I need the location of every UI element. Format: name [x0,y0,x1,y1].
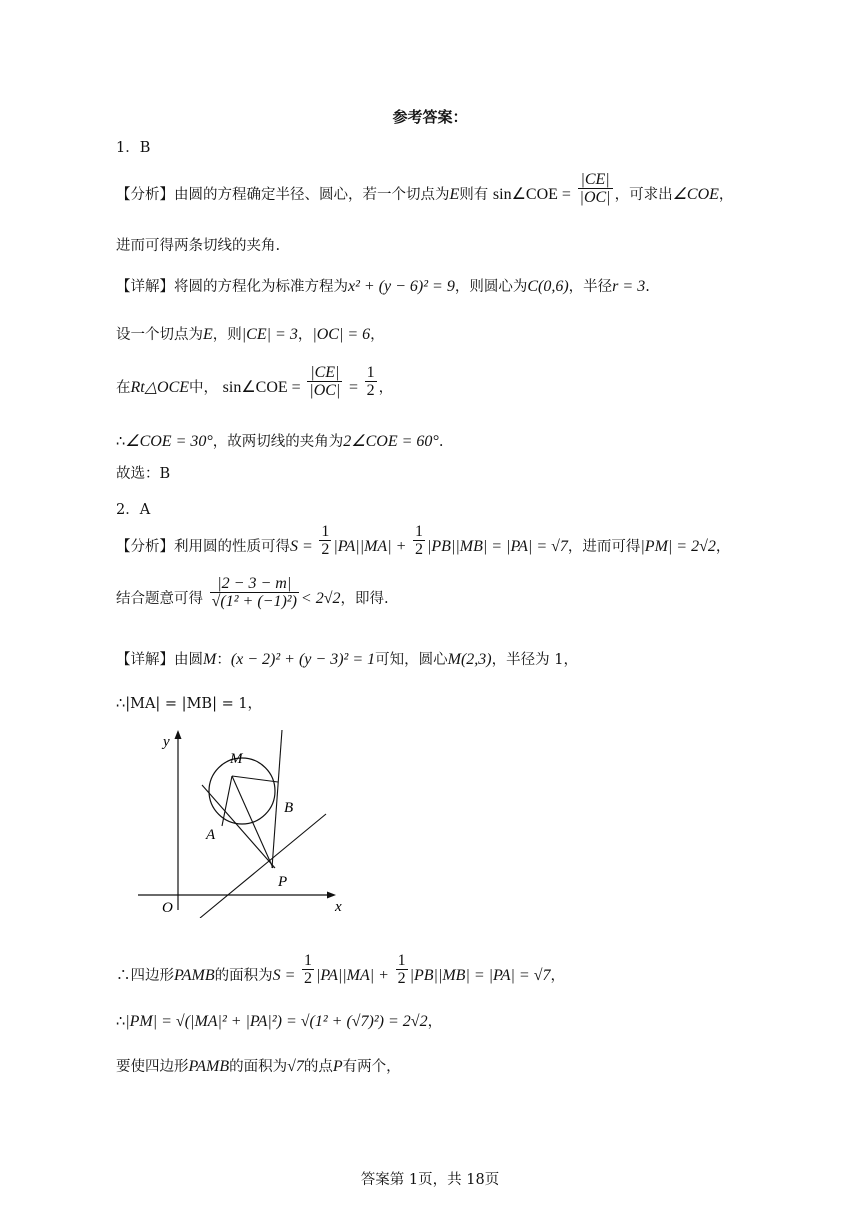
text: ， [715,539,731,555]
q1-analysis-text: 由圆的方程确定半径、圆心，若一个切点为 [174,187,450,203]
q1-analysis-text4: ， [718,187,734,203]
pa-ma: |PA||MA| + [316,967,389,984]
text: ， [297,327,313,343]
frac-numerator: 1 [366,363,375,381]
half-fraction [413,523,425,558]
segment-ma [222,776,232,826]
q1-detail-text4: . [645,279,650,295]
text: ，则 [212,327,242,343]
half-fraction [365,364,377,399]
label-p: P [278,874,288,890]
q1-circle-eq: x² + (y − 6)² = 9 [348,278,455,295]
page-footer: 答案第 1页，共 18页 [360,1172,500,1188]
label-b: B [284,800,294,816]
text: ， [378,380,394,396]
text: ，故两切线的夹角为 [212,434,344,450]
frac-denominator: 2 [415,540,423,558]
q1-analysis-text3: ，可求出 [614,187,673,203]
triangle: Rt△OCE [130,379,190,396]
text: 设一个切点为 [116,327,203,343]
text: 结合题意可得 [116,591,203,607]
therefore-symbol: ∴ [116,434,126,450]
frac-denominator: |OC| [309,381,341,399]
q1-sin-expr: sin∠COE = [492,186,571,203]
q2-analysis-label: 【分析】 [116,539,174,555]
q1-detail-text2: ，则圆心为 [454,279,528,295]
text: 有两个， [342,1059,401,1075]
frac-numerator: |2 − 3 − m| [210,575,299,593]
text: ∴四边形 [116,968,174,984]
q1-analysis-text2: 则有 [459,187,489,203]
inequality-rhs: < 2√2 [300,590,341,607]
text: 要使四边形 [116,1059,189,1075]
pm-eq: |PM| = 2√2 [640,538,716,555]
distance-fraction [210,575,299,610]
pamb: PAMB [188,1058,230,1075]
text: ： [216,652,231,668]
q2-ma-line: ∴|MA| = |MB| = 1， [116,696,263,712]
frac-numerator: |CE| [307,364,342,382]
frac-denominator: √(1² + (−1)²) [211,592,297,610]
label-y: y [163,734,170,750]
half-fraction [319,523,331,558]
text: 在 [116,380,131,396]
q1-var-e: E [449,186,460,203]
q2-last-line [116,1055,401,1076]
text: ， [427,1014,443,1030]
var-e: E [203,326,213,343]
pb-mb: |PB||MB| = |PA| = √7 [427,538,568,555]
text: ， [550,968,565,984]
half-fraction [396,952,408,987]
text: 利用圆的性质可得 [174,539,290,555]
text: ，即得. [340,591,389,607]
q2-pm-line [116,1010,442,1031]
q2-combine-line [116,574,389,610]
text: . [438,434,444,450]
circle-m [209,758,275,824]
q1-analysis-line [116,170,734,206]
pm-formula: |PM| = √(|MA|² + |PA|²) = √(1² + (√7)²) = 2√2 [125,1013,428,1030]
angle-eq: ∠COE = 30° [125,433,213,450]
frac-numerator: 1 [397,951,406,969]
q2-detail-label: 【详解】 [116,652,174,668]
text: 可知，圆心 [375,652,448,668]
x-axis-arrow [327,892,336,899]
label-a: A [206,827,216,843]
q1-detail-label: 【详解】 [116,279,174,295]
q2-analysis-line [116,522,731,558]
s-eq: S = [290,538,313,555]
text: 的点 [303,1059,333,1075]
pamb: PAMB [174,967,215,984]
q1-angle: ∠COE [672,186,719,203]
q1-detail-text: 将圆的方程化为标准方程为 [174,279,348,295]
q1-center: C(0,6) [527,278,569,295]
q2-area-line [116,951,565,987]
frac-numerator: 1 [415,522,423,540]
text: 的面积为 [214,968,273,984]
q1-answer: 1．B [116,140,151,156]
q1-analysis-label: 【分析】 [116,187,174,203]
q1-detail-line [116,275,650,296]
frac-denominator: 2 [321,540,330,558]
text: ， [370,327,385,343]
frac-denominator: |OC| [579,188,611,206]
label-m: M [230,751,243,767]
ce-eq: |CE| = 3 [241,326,298,343]
q1-choose: 故选：B [116,466,171,482]
pb-mb: |PB||MB| = |PA| = √7 [409,967,551,984]
frac-numerator: |CE| [578,171,613,189]
q2-answer: 2．A [116,502,151,518]
text: ，半径为 1， [491,652,578,668]
q1-fraction [578,171,613,206]
segment-mb [232,776,278,782]
therefore-symbol: ∴ [116,1014,126,1030]
sin-expr: sin∠COE = [222,379,301,396]
label-x: x [335,899,342,915]
angle-eq2: 2∠COE = 60° [343,433,439,450]
center: M(2,3) [447,651,492,668]
frac-denominator: 2 [366,381,375,399]
q1-analysis-cont: 进而可得两条切线的夹角. [116,238,281,254]
var-m: M [203,651,217,668]
pa-ma: |PA||MA| + [333,538,407,555]
half-fraction [302,952,314,987]
text: 中， [189,380,219,396]
line-l [200,814,326,918]
frac-denominator: 2 [397,969,406,987]
sqrt7: √7 [287,1058,304,1075]
text: 的面积为 [229,1059,288,1075]
q2-detail-line [116,648,578,669]
segment-mp [232,776,273,868]
frac-numerator: 1 [304,951,312,969]
s-eq: S = [272,967,296,984]
q1-detail-text3: ，半径 [568,279,613,295]
circle-eq: (x − 2)² + (y − 3)² = 1 [230,651,376,668]
var-p: P [332,1058,343,1075]
q1-conclusion [116,430,443,451]
frac-numerator: 1 [321,522,330,540]
page-title: 参考答案： [392,108,468,126]
label-o: O [162,900,173,916]
text: 由圆 [174,652,203,668]
y-axis-arrow [175,730,182,739]
q1-radius: r = 3 [612,278,646,295]
geometry-figure [130,728,350,918]
q1-fraction-2 [307,364,342,399]
frac-denominator: 2 [304,969,312,987]
oc-eq: |OC| = 6 [312,326,371,343]
text: ，进而可得 [567,539,641,555]
q1-tangent-line [116,323,385,344]
q1-rt-line: 在Rt△OCE中， sin∠COE = $\frac{|CE|}{|OC|}$ = $\frac{1}{2}$ ， [116,363,394,399]
